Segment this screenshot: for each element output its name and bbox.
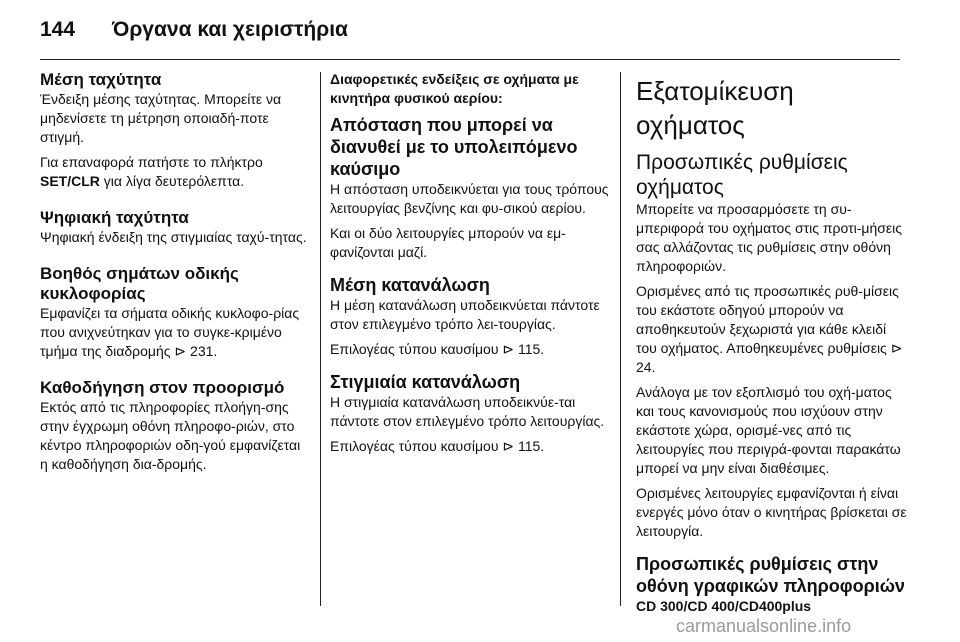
text-span: Για επαναφορά πατήστε το πλήκτρο bbox=[40, 154, 263, 170]
section-title-remaining-range: Απόσταση που μπορεί να διανυθεί με το υπολειπόμενο καύσιμο bbox=[330, 115, 578, 179]
paragraph: Επιλογέας τύπου καυσίμου ⊳ 115. bbox=[330, 438, 545, 454]
paragraph: Εμφανίζει τα σήματα οδικής κυκλοφο-ρίας που ανιχνεύτηκαν για το συγκε-κριμένο τμήμα της διαδρομής ⊳ 231. bbox=[40, 305, 300, 359]
paragraph: Η απόσταση υποδεικνύεται για τους τρόπους λειτουργίας βενζίνης και φυ-σικού αερίου. bbox=[330, 181, 609, 216]
chapter-title: Εξατομίκευση οχήματος bbox=[636, 76, 794, 140]
column-3 bbox=[636, 70, 908, 616]
column-2 bbox=[330, 70, 610, 462]
section-title-digital-speed: Ψηφιακή ταχύτητα bbox=[40, 208, 189, 227]
section-title-personal-settings: Προσωπικές ρυθμίσεις οχήματος bbox=[636, 151, 848, 199]
paragraph: Εκτός από τις πληροφορίες πλοήγη-σης στην έγχρωμη οθόνη πληροφο-ριών, στο κέντρο πληροφοριών οδη-γού εμφανίζεται η καθοδήγηση δια-δρομής. bbox=[40, 399, 301, 472]
section-title-instant-consumption: Στιγμιαία κατανάλωση bbox=[330, 372, 521, 392]
paragraph: Ψηφιακή ένδειξη της στιγμιαίας ταχύ-τητας. bbox=[40, 229, 307, 245]
section-title-route-guidance: Καθοδήγηση στον προορισμό bbox=[40, 378, 285, 397]
paragraph: Και οι δύο λειτουργίες μπορούν να εμ-φανίζονται μαζί. bbox=[330, 225, 566, 260]
page-title: Όργανα και χειριστήρια bbox=[112, 18, 348, 41]
section-title-traffic-sign-assistant: Βοηθός σημάτων οδικής κυκλοφορίας bbox=[40, 264, 239, 303]
paragraph: Ανάλογα με τον εξοπλισμό του οχή-ματος και τους κανονισμούς που ισχύουν στην εκάστοτε χώρα, ορισμέ-νες από τις λειτουργίες που περιγρά-φονται παρακάτω μπορεί να μην είναι διαθέσιμες. bbox=[636, 384, 901, 476]
column-divider bbox=[620, 72, 621, 606]
text-span: για λίγα δευτερόλεπτα. bbox=[99, 173, 245, 189]
radio-model-subheading: CD 300/CD 400/CD400plus bbox=[636, 598, 812, 614]
paragraph: Ένδειξη μέσης ταχύτητας. Μπορείτε να μηδενίσετε τη μέτρηση οποιαδή-ποτε στιγμή. bbox=[40, 91, 282, 145]
paragraph: Επιλογέας τύπου καυσίμου ⊳ 115. bbox=[330, 341, 545, 357]
intro-text: Διαφορετικές ενδείξεις σε οχήματα με κινητήρα φυσικού αερίου: bbox=[330, 71, 579, 106]
watermark: carmanualsonline.info bbox=[676, 616, 852, 636]
paragraph: Ορισμένες από τις προσωπικές ρυθ-μίσεις του εκάστοτε οδηγού μπορούν να αποθηκευτούν ξεχωριστά για κάθε κλειδί του οχήματος. Αποθηκευμένες ρυθμίσεις ⊳ 24. bbox=[636, 283, 903, 375]
key-label: SET/CLR bbox=[40, 173, 100, 189]
column-1 bbox=[40, 70, 310, 480]
paragraph: Μπορείτε να προσαρμόσετε τη συ-μπεριφορά του οχήματος στις προτι-μήσεις σας αλλάζοντας τις ρυθμίσεις στην οθόνη πληροφοριών. bbox=[636, 201, 902, 274]
section-title-graphic-info-display: Προσωπικές ρυθμίσεις στην οθόνη γραφικών πληροφοριών bbox=[636, 554, 905, 596]
paragraph: Η στιγμιαία κατανάλωση υποδεικνύε-ται πάντοτε στον επιλεγμένο τρόπο λειτουργίας. bbox=[330, 394, 605, 429]
page-number: 144 bbox=[40, 18, 76, 41]
section-title-average-speed: Μέση ταχύτητα bbox=[40, 70, 162, 89]
column-divider bbox=[320, 72, 321, 606]
header-divider bbox=[40, 59, 900, 60]
section-title-average-consumption: Μέση κατανάλωση bbox=[330, 275, 490, 295]
paragraph: Η μέση κατανάλωση υποδεικνύεται πάντοτε στον επιλεγμένο τρόπο λει-τουργίας. bbox=[330, 297, 600, 332]
paragraph: Ορισμένες λειτουργίες εμφανίζονται ή είναι ενεργές μόνο όταν ο κινητήρας βρίσκεται σε λειτουργία. bbox=[636, 485, 907, 539]
paragraph bbox=[40, 153, 310, 191]
